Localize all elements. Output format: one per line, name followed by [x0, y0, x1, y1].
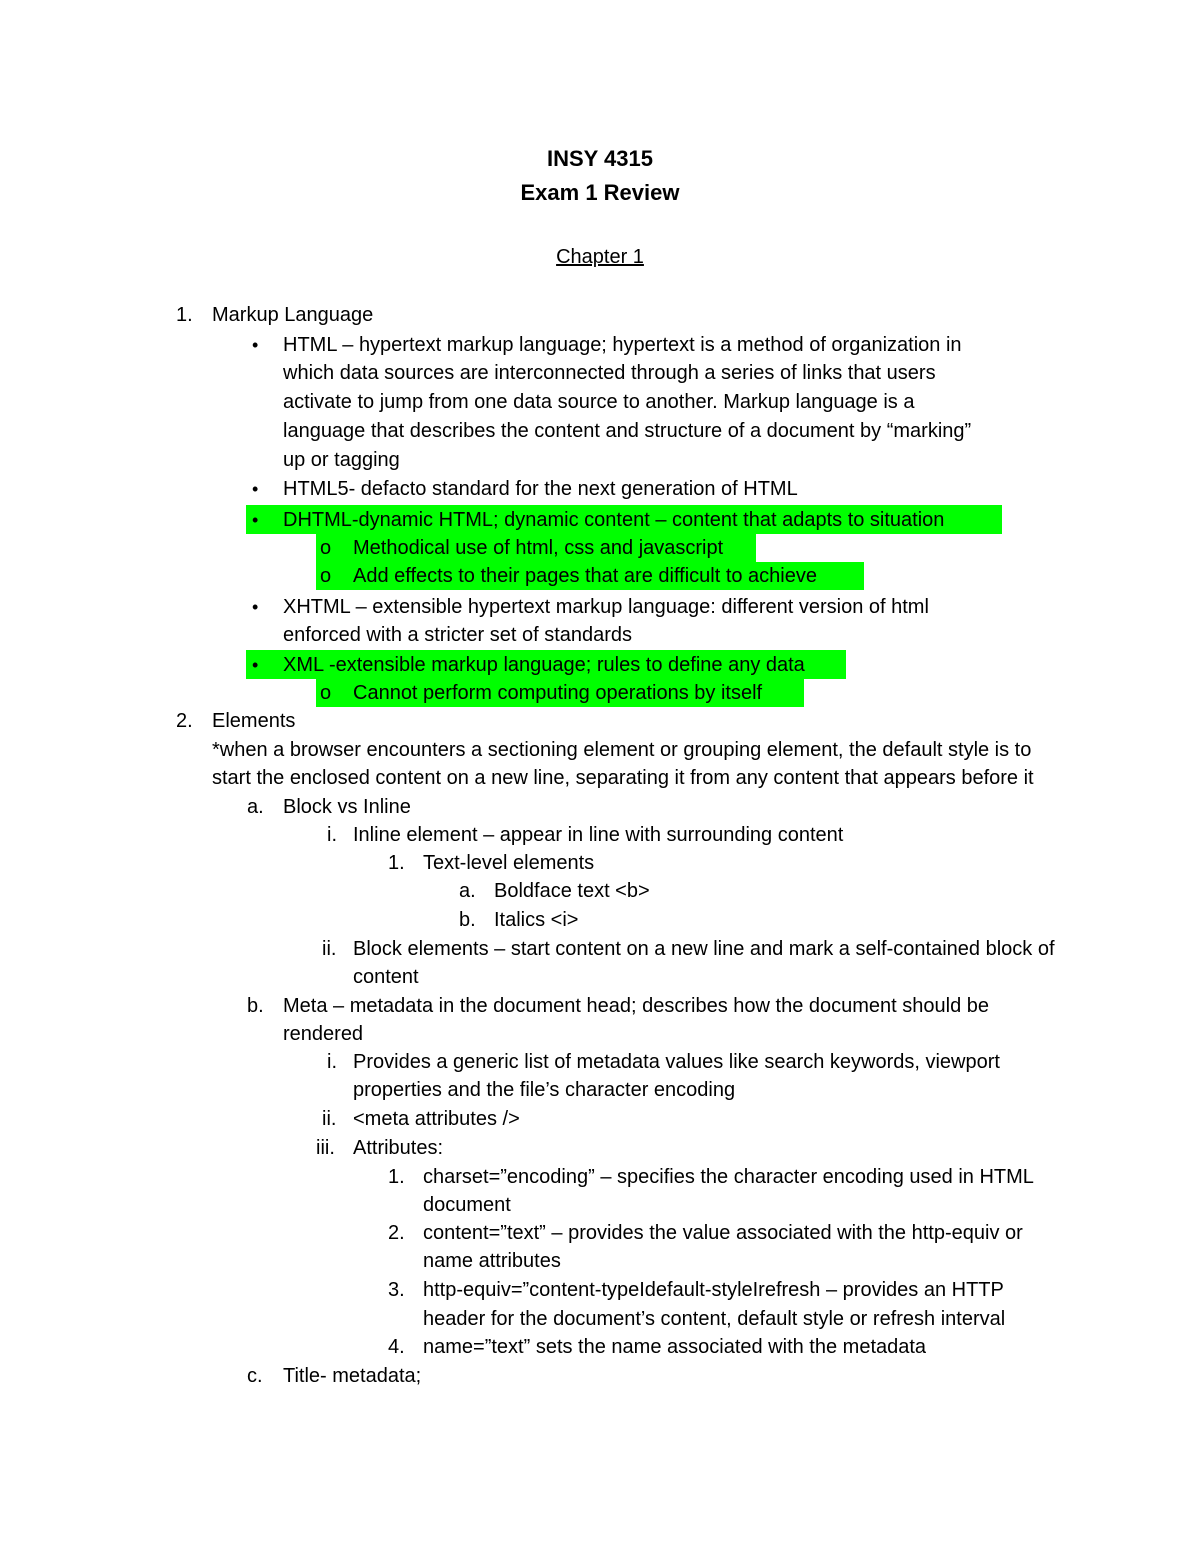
bullet-icon: • [252, 479, 259, 499]
section-heading-elements: Elements [212, 710, 296, 732]
item-title-metadata: Title- metadata; [283, 1365, 422, 1387]
item-boldface: Boldface text <b> [494, 880, 650, 902]
item-block-vs-inline: Block vs Inline [283, 796, 411, 818]
xhtml-line-2: enforced with a stricter set of standards [283, 624, 633, 646]
item-text-level: Text-level elements [423, 852, 595, 874]
attr-http-equiv-line-2: header for the document’s content, default style or refresh interval [423, 1308, 1006, 1330]
list-marker-i: i. [327, 824, 337, 846]
list-marker-b: b. [459, 909, 476, 931]
list-marker-3: 3. [388, 1279, 405, 1301]
item-inline-element: Inline element – appear in line with surrounding content [353, 824, 844, 846]
html-line-4: language that describes the content and structure of a document by “marking” [283, 420, 972, 442]
list-marker-1: 1. [388, 1166, 405, 1188]
list-marker-2: 2. [176, 710, 193, 732]
list-marker-iii: iii. [316, 1137, 335, 1159]
meta-line-1: Meta – metadata in the document head; describes how the document should be [283, 995, 990, 1017]
html5-line: HTML5- defacto standard for the next generation of HTML [283, 478, 798, 500]
meta-tag-syntax: <meta attributes /> [353, 1108, 520, 1130]
section-heading-markup: Markup Language [212, 304, 374, 326]
list-marker-c: c. [247, 1365, 263, 1387]
attr-content-line-1: content=”text” – provides the value associated with the http-equiv or [423, 1222, 1023, 1244]
list-marker-ii: ii. [322, 938, 337, 960]
list-marker-2: 2. [388, 1222, 405, 1244]
attr-charset-line-1: charset=”encoding” – specifies the character encoding used in HTML [423, 1166, 1034, 1188]
html-line-2: which data sources are interconnected through a series of links that users [283, 362, 936, 384]
xml-line: XML -extensible markup language; rules to define any data [283, 654, 805, 676]
meta-line-2: rendered [283, 1023, 364, 1045]
xhtml-line-1: XHTML – extensible hypertext markup language: different version of html [283, 596, 929, 618]
dhtml-sub-2: Add effects to their pages that are difficult to achieve [353, 565, 817, 587]
list-marker-4: 4. [388, 1336, 405, 1358]
attributes-heading: Attributes: [353, 1137, 444, 1159]
page-title: Exam 1 Review [520, 180, 680, 205]
course-title: INSY 4315 [546, 146, 653, 171]
list-marker-1: 1. [388, 852, 405, 874]
bullet-icon: • [252, 510, 259, 530]
html-line-1: HTML – hypertext markup language; hypertext is a method of organization in [283, 334, 962, 356]
html-line-3: activate to jump from one data source to another. Markup language is a [283, 391, 915, 413]
note-line-1: *when a browser encounters a sectioning element or grouping element, the default style is to [212, 739, 1032, 761]
list-marker-a: a. [247, 796, 264, 818]
dhtml-sub-1: Methodical use of html, css and javascript [353, 537, 724, 559]
circle-bullet-icon: o [320, 682, 332, 704]
xml-sub: Cannot perform computing operations by itself [353, 682, 763, 704]
block-elements-line-2: content [353, 966, 419, 988]
list-marker-a: a. [459, 880, 476, 902]
meta-provides-line-1: Provides a generic list of metadata values like search keywords, viewport [353, 1051, 1000, 1073]
meta-provides-line-2: properties and the file’s character encoding [353, 1079, 736, 1101]
circle-bullet-icon: o [320, 537, 332, 559]
attr-name-line: name=”text” sets the name associated with the metadata [423, 1336, 927, 1358]
attr-content-line-2: name attributes [423, 1250, 561, 1272]
chapter-heading: Chapter 1 [556, 246, 644, 268]
html-line-5: up or tagging [283, 449, 400, 471]
circle-bullet-icon: o [320, 565, 332, 587]
dhtml-line: DHTML-dynamic HTML; dynamic content – content that adapts to situation [283, 509, 945, 531]
list-marker-i: i. [327, 1051, 337, 1073]
bullet-icon: • [252, 655, 259, 675]
attr-charset-line-2: document [423, 1194, 511, 1216]
bullet-icon: • [252, 335, 259, 355]
list-marker-1: 1. [176, 304, 193, 326]
attr-http-equiv-line-1: http-equiv=”content-typeIdefault-styleIrefresh – provides an HTTP [423, 1279, 1004, 1301]
list-marker-b: b. [247, 995, 264, 1017]
bullet-icon: • [252, 597, 259, 617]
note-line-2: start the enclosed content on a new line, separating it from any content that appears before it [212, 767, 1034, 789]
list-marker-ii: ii. [322, 1108, 337, 1130]
item-italics: Italics <i> [494, 909, 579, 931]
block-elements-line-1: Block elements – start content on a new line and mark a self-contained block of [353, 938, 1055, 960]
